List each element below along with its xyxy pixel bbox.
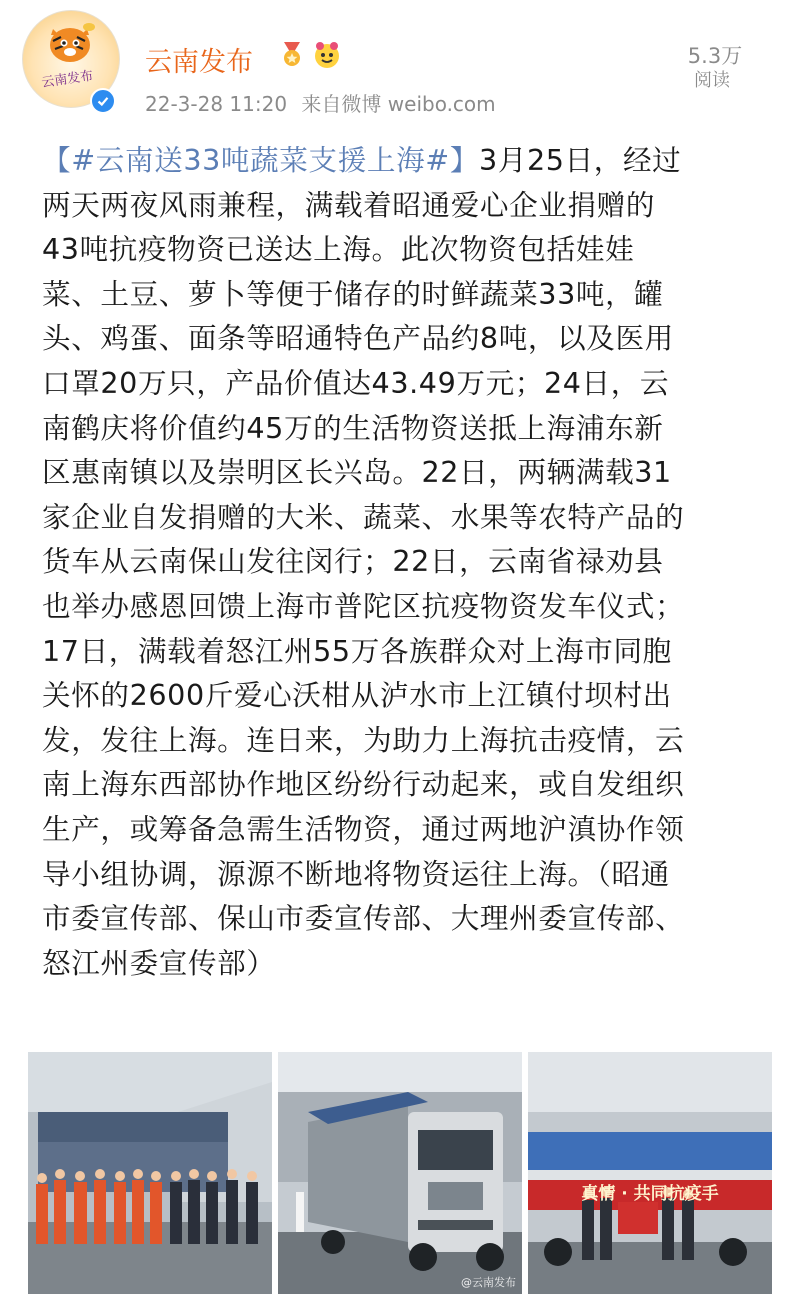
account-name[interactable]: 云南发布 [145, 47, 253, 77]
photo-watermark: @云南发布 [461, 1276, 516, 1289]
post-meta [145, 88, 504, 117]
post-line: 菜、土豆、萝卜等便于储存的时鲜蔬菜33吨，罐 [42, 276, 664, 311]
image-grid [28, 1052, 772, 1294]
post-line: 家企业自发捐赠的大米、蔬菜、水果等农特产品的 [42, 499, 685, 534]
post-line: 两天两夜风雨兼程，满载着昭通爱心企业捐赠的 [42, 187, 656, 222]
post-line: 发，发往上海。连日来，为助力上海抗击疫情，云 [42, 722, 685, 757]
post-timestamp: 22-3-28 11:20 [145, 92, 288, 116]
post-line [42, 138, 770, 183]
avatar-tiger-icon [41, 19, 99, 67]
verified-icon [90, 88, 116, 114]
post-line: 头、鸡蛋、面条等昭通特色产品约8吨，以及医用 [42, 321, 674, 356]
post-line: 导小组协调，源源不断地将物资运往上海。（昭通 [42, 856, 670, 891]
post-line: 关怀的2600斤爱心沃柑从泸水市上江镇付坝村出 [42, 678, 672, 713]
gold-medal-icon[interactable] [278, 40, 306, 68]
post-line: 43吨抗疫物资已送达上海。此次物资包括娃娃 [42, 232, 635, 267]
post-line: 南鹤庆将价值约45万的生活物资送抵上海浦东新 [42, 410, 664, 445]
post-line: 怒江州委宣传部） [42, 945, 276, 980]
read-count: 5.3万 [687, 44, 743, 68]
post-line: 货车从云南保山发往闵行；22日，云南省禄劝县 [42, 544, 664, 579]
post-text: 3月25日，经过 [479, 143, 682, 177]
post-line: 市委宣传部、保山市委宣传部、大理州委宣传部、 [42, 901, 685, 936]
post-header [0, 0, 800, 130]
post-line: 区惠南镇以及崇明区长兴岛。22日，两辆满载31 [42, 455, 672, 490]
post-line: 也举办感恩回馈上海市普陀区抗疫物资发车仪式； [42, 588, 685, 623]
photo-workers[interactable] [28, 1052, 272, 1294]
emoji-badge-icon[interactable] [312, 40, 342, 70]
post-line: 南上海东西部协作地区纷纷行动起来，或自发组织 [42, 767, 685, 802]
photo-ceremony[interactable] [528, 1052, 772, 1294]
photo-truck[interactable] [278, 1052, 522, 1294]
post-source[interactable]: 来自微博 weibo.com [301, 92, 496, 116]
post-body [42, 138, 770, 985]
photo-banner: 真情 · 共同抗疫手 [581, 1184, 719, 1204]
post-line: 口罩20万只，产品价值达43.49万元；24日，云 [42, 365, 670, 400]
post-line: 17日，满载着怒江州55万各族群众对上海市同胞 [42, 633, 672, 668]
avatar-label: 云南发布 [40, 68, 95, 91]
post-line: 生产，或筹备急需生活物资，通过两地沪滇协作领 [42, 811, 685, 846]
read-label: 阅读 [694, 70, 730, 91]
hashtag-link[interactable]: 【#云南送33吨蔬菜支援上海#】 [42, 143, 480, 177]
